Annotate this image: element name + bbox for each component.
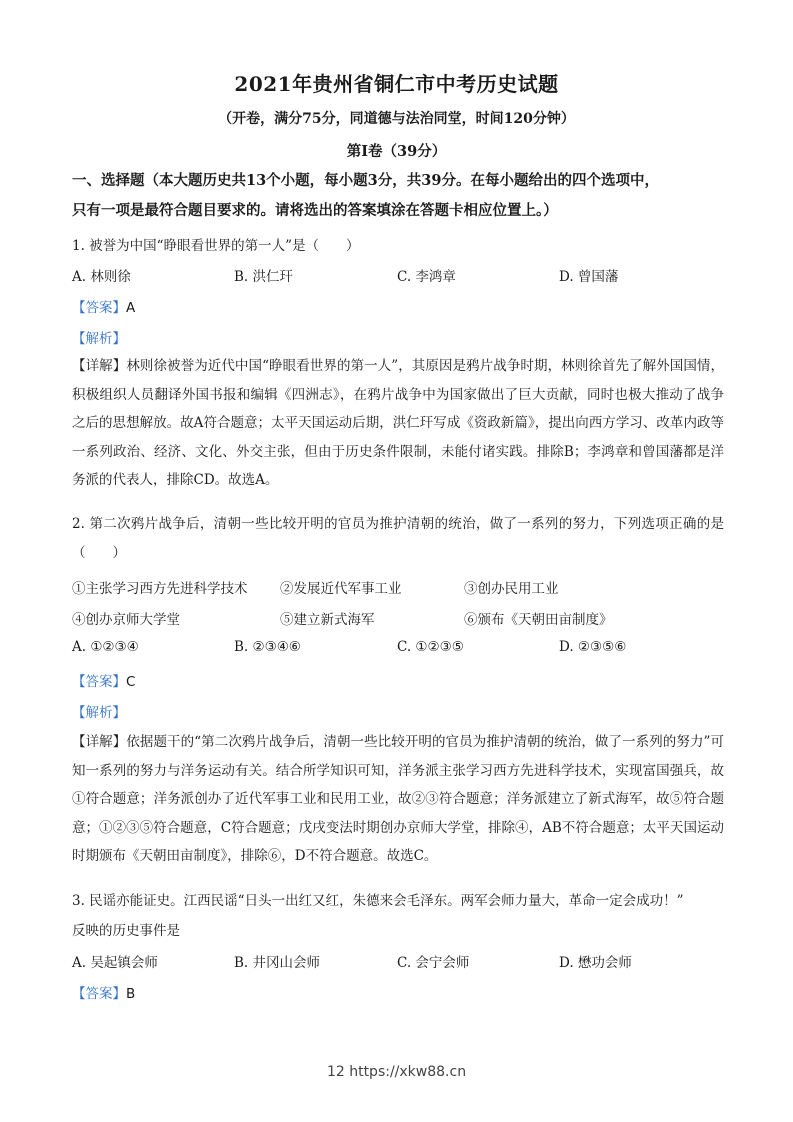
answer-label: 【答案】 xyxy=(72,986,126,1002)
detail-label: 【详解】 xyxy=(72,358,127,374)
page-footer: 12 https://xkw88.cn xyxy=(326,1064,467,1080)
q3-option-b: B. 井冈山会师 xyxy=(234,955,321,971)
detail-label: 【详解】 xyxy=(72,734,127,750)
part-title: 第Ⅰ卷（39分） xyxy=(346,143,447,160)
q1-options xyxy=(72,265,732,287)
page-title: 2021年贵州省铜仁市中考历史试题 xyxy=(234,72,559,96)
q2-item-6: ⑥颁布《天朝田亩制度》 xyxy=(464,612,613,628)
q1-detail xyxy=(72,352,724,495)
section-heading-line-2: 只有一项是最符合题目要求的。请将选出的答案填涂在答题卡相应位置上。） xyxy=(72,202,558,219)
q2-answer xyxy=(72,670,135,690)
q1-answer-value: A xyxy=(126,300,136,316)
q2-items-row-1 xyxy=(72,577,732,599)
answer-label: 【答案】 xyxy=(72,300,126,316)
q2-options xyxy=(72,639,732,661)
q2-items-row-2 xyxy=(72,608,732,630)
q2-item-3: ③创办民用工业 xyxy=(464,581,559,597)
q2-analysis-label xyxy=(72,701,126,721)
q2-answer-value: C xyxy=(126,674,136,690)
exam-subtitle: （开卷，满分75分，同道德与法治同堂，时间120分钟） xyxy=(218,111,575,127)
analysis-label: 【解析】 xyxy=(72,705,126,721)
q1-option-d: D. 曾国藩 xyxy=(559,269,619,285)
section-heading-line-1: 一、选择题（本大题历史共13个小题，每小题3分，共39分。在每小题给出的四个选项中， xyxy=(72,172,659,189)
q2-option-d: D. ②③⑤⑥ xyxy=(559,639,627,655)
q2-option-b: B. ②③④⑥ xyxy=(234,639,301,655)
q3-stem-line-1: 3. 民谣亦能证史。江西民谣“日头一出红又红，朱德来会毛泽东。两军会师力量大，革命一定会成功！” xyxy=(72,893,684,909)
q2-item-5: ⑤建立新式海军 xyxy=(280,612,375,628)
q3-option-a: A. 吴起镇会师 xyxy=(72,955,158,971)
q3-answer-value: B xyxy=(126,986,136,1002)
q3-option-d: D. 懋功会师 xyxy=(559,955,632,971)
q2-stem: 2. 第二次鸦片战争后，清朝一些比较开明的官员为推护清朝的统治，做了一系列的努力，下列选项正确的是（ ） xyxy=(72,516,724,561)
q3-option-c: C. 会宁会师 xyxy=(397,955,470,971)
analysis-label: 【解析】 xyxy=(72,331,126,347)
q2-item-2: ②发展近代军事工业 xyxy=(280,581,402,597)
q3-answer xyxy=(72,982,135,1002)
q1-answer xyxy=(72,296,135,316)
q3-stem-line-2: 反映的历史事件是 xyxy=(72,923,180,939)
q3-options xyxy=(72,951,732,973)
section-heading xyxy=(72,166,732,226)
q1-option-a: A. 林则徐 xyxy=(72,269,131,285)
q1-option-b: B. 洪仁玕 xyxy=(234,269,294,285)
answer-label: 【答案】 xyxy=(72,674,126,690)
q2-detail-text: 依据题干的“第二次鸦片战争后，清朝一些比较开明的官员为推护清朝的统治，做了一系列的努力”可知一系列的努力与洋务运动有关。结合所学知识可知，洋务派主张学习西方先进科学技术，实现富国强兵，故①符合题意；洋务派创办了近代军事工业和民用工业，故②③符合题意；洋务派建立了新式海军，故⑤符合题意；①②③⑤符合题意，C符合题意；戊戌变法时期创办京师大学堂，排除④，AB不符合题意；太平天国运动时期颁布《天朝田亩制度》，排除⑥，D不符合题意。故选C。 xyxy=(72,734,724,865)
q1-stem: 1. 被誉为中国“睁眼看世界的第一人”是（ ） xyxy=(72,238,360,254)
q2-item-1: ①主张学习西方先进科学技术 xyxy=(72,581,248,597)
q2-option-c: C. ①②③⑤ xyxy=(397,639,464,655)
q1-option-c: C. 李鸿章 xyxy=(397,269,456,285)
q2-detail xyxy=(72,728,724,871)
q2-item-4: ④创办京师大学堂 xyxy=(72,612,180,628)
q1-detail-text: 林则徐被誉为近代中国“睁眼看世界的第一人”，其原因是鸦片战争时期，林则徐首先了解外国国情，积极组织人员翻译外国书报和编辑《四洲志》，在鸦片战争中为国家做出了巨大贡献，同时也极大推动了战争之后的思想解放。故A符合题意；太平天国运动后期，洪仁玕写成《资政新篇》，提出向西方学习、改革内政等一系列政治、经济、文化、外交主张，但由于历史条件限制，未能付诸实践。排除B；李鸿章和曾国藩都是洋务派的代表人，排除CD。故选A。 xyxy=(72,358,724,489)
q1-analysis-label xyxy=(72,327,126,347)
q2-option-a: A. ①②③④ xyxy=(72,639,139,655)
